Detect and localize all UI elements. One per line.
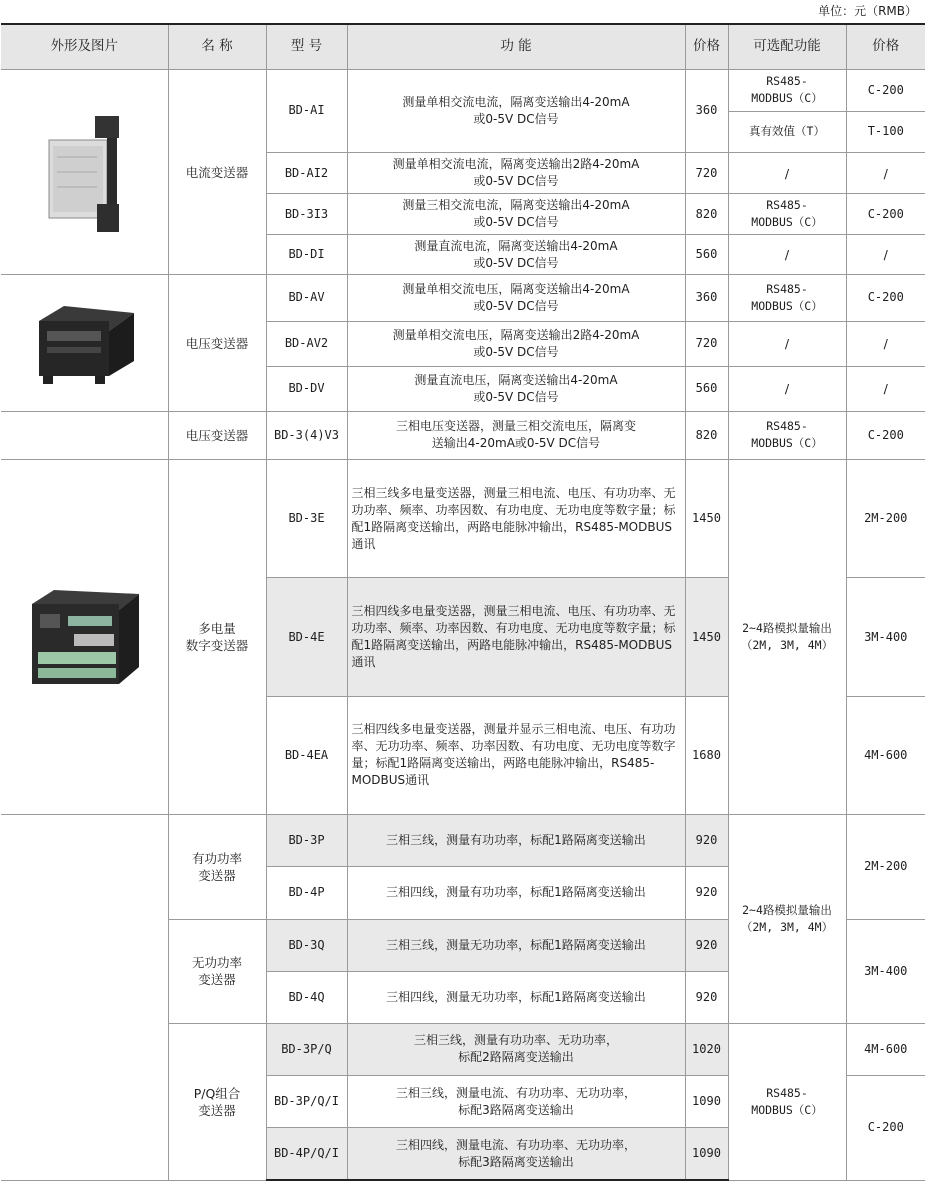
model-cell: BD-3E	[266, 459, 347, 577]
option-cell: RS485- MODBUS（C）	[728, 275, 846, 321]
function-cell: 三相三线多电量变送器，测量三相电流、电压、有功功率、无功功率、频率、功率因数、有功电度、无功电度等数字量；标配1路隔离变送输出，两路电能脉冲输出，RS485-MODBUS通讯	[347, 459, 685, 577]
function-cell: 测量直流电流，隔离变送输出4-20mA 或0-5V DC信号	[347, 235, 685, 275]
model-cell: BD-4EA	[266, 696, 347, 814]
price-cell: 1450	[685, 578, 728, 696]
price-cell: 920	[685, 867, 728, 919]
model-cell: BD-AI	[266, 69, 347, 152]
model-cell: BD-3P/Q	[266, 1023, 347, 1075]
price-cell: 1090	[685, 1076, 728, 1128]
function-cell: 三相四线多电量变送器，测量并显示三相电流、电压、有功功率、无功功率、频率、功率因数、有功电度、无功电度等数字量；标配1路隔离变送输出，两路电能脉冲输出，RS485-MODBUS通讯	[347, 696, 685, 814]
function-cell: 三相电压变送器，测量三相交流电压，隔离变 送输出4-20mA或0-5V DC信号	[347, 411, 685, 459]
voltage-transmitter-image	[29, 301, 139, 386]
price-cell: 820	[685, 411, 728, 459]
price-cell: 360	[685, 69, 728, 152]
model-cell: BD-3(4)V3	[266, 411, 347, 459]
price-cell: 920	[685, 815, 728, 867]
function-cell: 三相三线，测量无功功率，标配1路隔离变送输出	[347, 919, 685, 971]
unit-label: 单位：元（RMB）	[818, 4, 917, 18]
option-price-cell: C-200	[846, 194, 925, 235]
group-name: 有功功率 变送器	[168, 815, 266, 919]
group-name: 电流变送器	[168, 69, 266, 275]
price-cell: 920	[685, 971, 728, 1023]
group-name: 无功功率 变送器	[168, 919, 266, 1023]
price-cell: 1680	[685, 696, 728, 814]
option-cell: 2~4路模拟量输出 （2M, 3M, 4M）	[728, 459, 846, 814]
model-cell: BD-4P	[266, 867, 347, 919]
function-cell: 三相三线，测量有功功率，标配1路隔离变送输出	[347, 815, 685, 867]
table-row	[1, 69, 925, 111]
header-price: 价格	[685, 24, 728, 69]
group-name: 电压变送器	[168, 411, 266, 459]
group-name: 电压变送器	[168, 275, 266, 411]
model-cell: BD-4P/Q/I	[266, 1128, 347, 1180]
function-cell: 测量三相交流电流，隔离变送输出4-20mA 或0-5V DC信号	[347, 194, 685, 235]
model-cell: BD-DI	[266, 235, 347, 275]
option-price-cell: 4M-600	[846, 1023, 925, 1075]
option-price-cell: /	[846, 366, 925, 411]
group-name: P/Q组合 变送器	[168, 1023, 266, 1180]
function-cell: 三相四线多电量变送器，测量三相电流、电压、有功功率、无功功率、频率、功率因数、有功电度、无功电度等数字量；标配1路隔离变送输出，两路电能脉冲输出，RS485-MODBUS通讯	[347, 578, 685, 696]
image-cell-voltage	[1, 275, 168, 411]
function-cell: 三相三线，测量有功功率、无功功率， 标配2路隔离变送输出	[347, 1023, 685, 1075]
function-cell: 测量直流电压，隔离变送输出4-20mA 或0-5V DC信号	[347, 366, 685, 411]
header-function: 功 能	[347, 24, 685, 69]
multi-power-transmitter-image	[24, 582, 144, 692]
option-price-cell: /	[846, 152, 925, 193]
table-row	[1, 459, 925, 577]
option-price-cell: T-100	[846, 111, 925, 152]
option-price-cell: /	[846, 235, 925, 275]
image-cell-empty	[1, 411, 168, 459]
function-cell: 三相四线，测量有功功率，标配1路隔离变送输出	[347, 867, 685, 919]
price-cell: 1090	[685, 1128, 728, 1180]
function-cell: 三相四线，测量无功功率，标配1路隔离变送输出	[347, 971, 685, 1023]
function-cell: 测量单相交流电流，隔离变送输出2路4-20mA 或0-5V DC信号	[347, 152, 685, 193]
option-price-cell: C-200	[846, 275, 925, 321]
model-cell: BD-3P/Q/I	[266, 1076, 347, 1128]
model-cell: BD-AI2	[266, 152, 347, 193]
header-option-price: 价格	[846, 24, 925, 69]
price-cell: 1450	[685, 459, 728, 577]
price-cell: 720	[685, 152, 728, 193]
price-cell: 560	[685, 366, 728, 411]
model-cell: BD-3Q	[266, 919, 347, 971]
option-price-cell: 2M-200	[846, 815, 925, 919]
model-cell: BD-AV	[266, 275, 347, 321]
header-image: 外形及图片	[1, 24, 168, 69]
option-price-cell: C-200	[846, 69, 925, 111]
header-row	[1, 24, 925, 69]
image-cell-empty	[1, 815, 168, 1180]
option-price-cell: 4M-600	[846, 696, 925, 814]
model-cell: BD-4E	[266, 578, 347, 696]
price-cell: 1020	[685, 1023, 728, 1075]
option-cell: RS485- MODBUS（C）	[728, 411, 846, 459]
price-cell: 920	[685, 919, 728, 971]
image-cell-current	[1, 69, 168, 275]
function-cell: 三相三线，测量电流、有功功率、无功功率， 标配3路隔离变送输出	[347, 1076, 685, 1128]
option-cell: 2~4路模拟量输出 （2M, 3M, 4M）	[728, 815, 846, 1024]
option-price-cell: C-200	[846, 411, 925, 459]
option-cell: 真有效值（T）	[728, 111, 846, 152]
price-cell: 360	[685, 275, 728, 321]
price-table	[1, 23, 925, 1181]
model-cell: BD-DV	[266, 366, 347, 411]
option-price-cell: 3M-400	[846, 919, 925, 1023]
function-cell: 测量单相交流电流，隔离变送输出4-20mA 或0-5V DC信号	[347, 69, 685, 152]
option-cell: RS485- MODBUS（C）	[728, 69, 846, 111]
option-cell: /	[728, 152, 846, 193]
price-cell: 820	[685, 194, 728, 235]
option-cell: RS485- MODBUS（C）	[728, 1023, 846, 1180]
group-name: 多电量 数字变送器	[168, 459, 266, 814]
model-cell: BD-3P	[266, 815, 347, 867]
table-row	[1, 411, 925, 459]
option-cell: /	[728, 321, 846, 366]
option-price-cell: 2M-200	[846, 459, 925, 577]
option-cell: /	[728, 235, 846, 275]
current-transmitter-image	[39, 112, 129, 232]
header-model: 型 号	[266, 24, 347, 69]
table-row	[1, 815, 925, 867]
option-cell: /	[728, 366, 846, 411]
function-cell: 测量单相交流电压，隔离变送输出2路4-20mA 或0-5V DC信号	[347, 321, 685, 366]
option-price-cell: C-200	[846, 1076, 925, 1180]
price-cell: 560	[685, 235, 728, 275]
option-price-cell: 3M-400	[846, 578, 925, 696]
function-cell: 测量单相交流电压，隔离变送输出4-20mA 或0-5V DC信号	[347, 275, 685, 321]
option-cell: RS485- MODBUS（C）	[728, 194, 846, 235]
model-cell: BD-3I3	[266, 194, 347, 235]
function-cell: 三相四线，测量电流、有功功率、无功功率， 标配3路隔离变送输出	[347, 1128, 685, 1180]
option-price-cell: /	[846, 321, 925, 366]
model-cell: BD-AV2	[266, 321, 347, 366]
header-name: 名 称	[168, 24, 266, 69]
price-cell: 720	[685, 321, 728, 366]
model-cell: BD-4Q	[266, 971, 347, 1023]
header-options: 可选配功能	[728, 24, 846, 69]
image-cell-multi	[1, 459, 168, 814]
table-row	[1, 275, 925, 321]
